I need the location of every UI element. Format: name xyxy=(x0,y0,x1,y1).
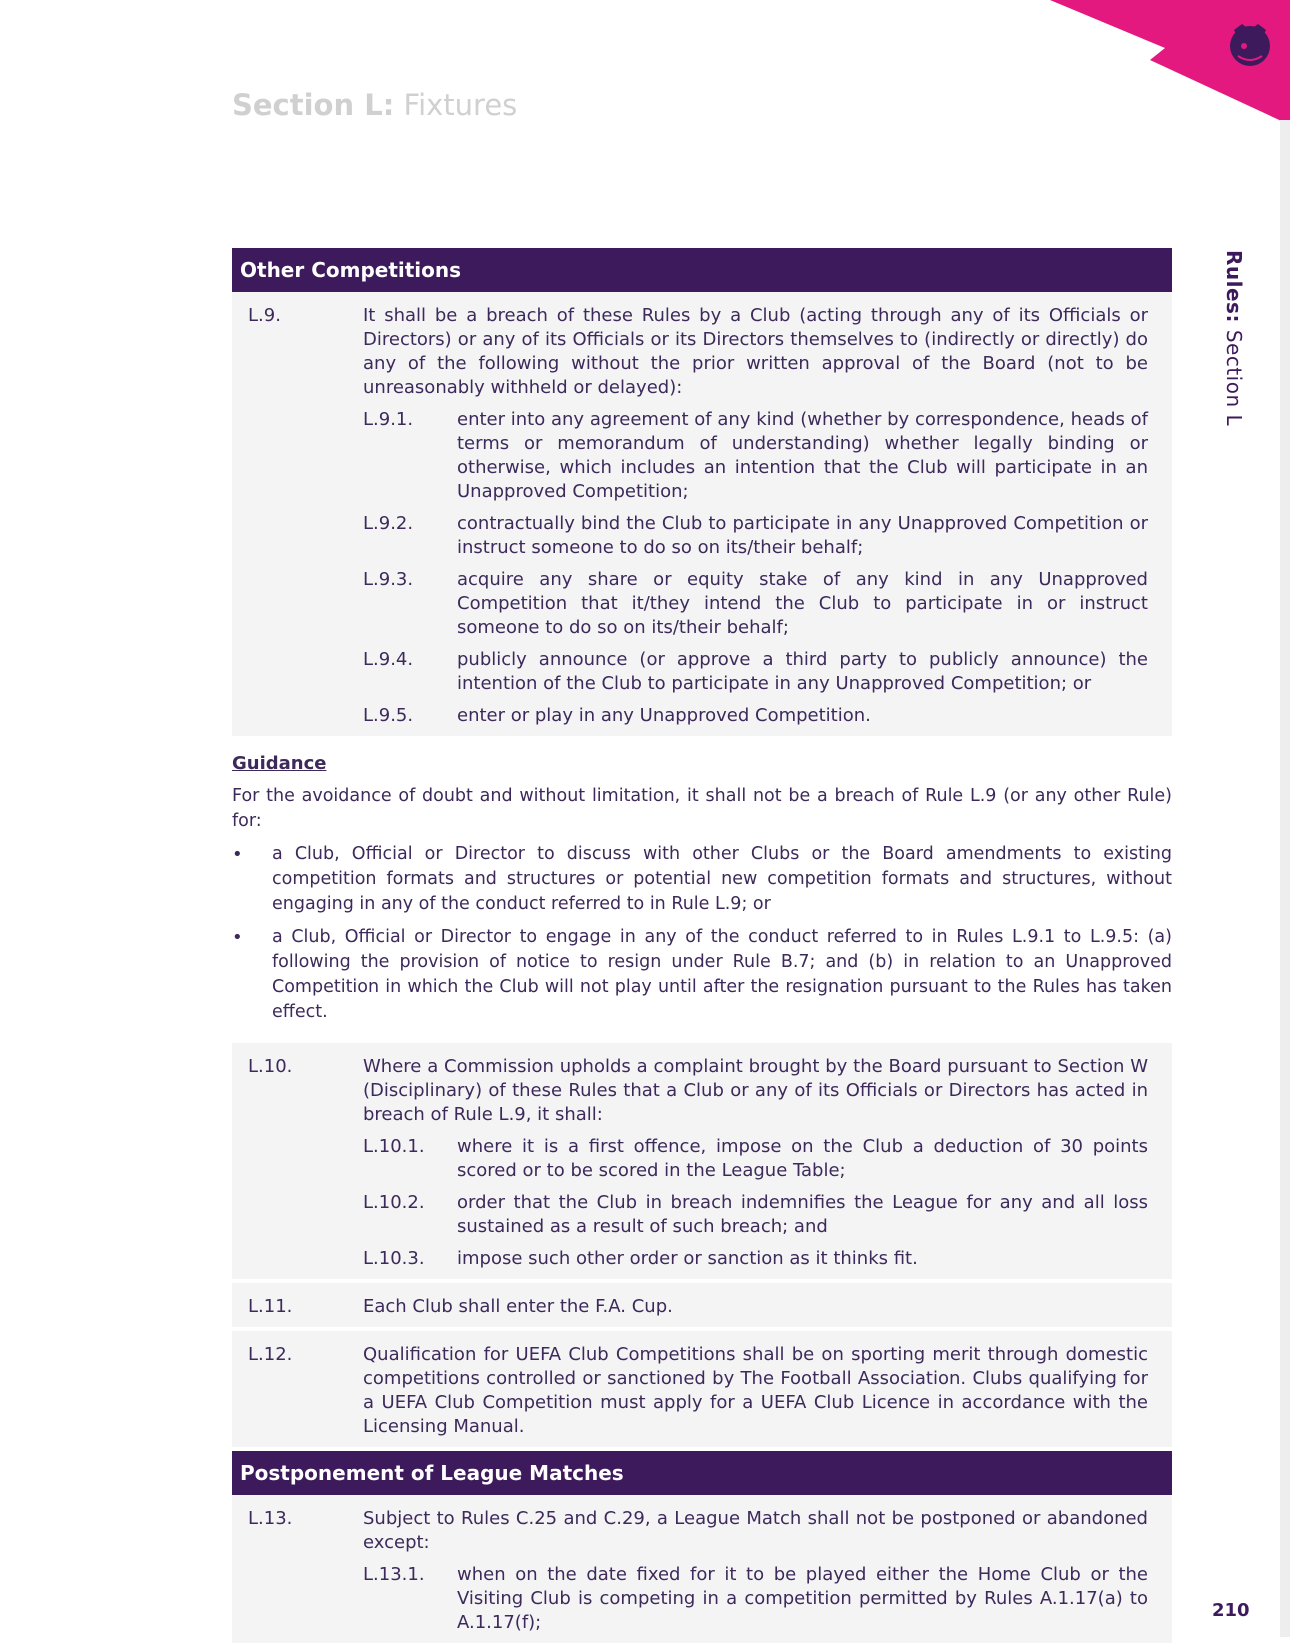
subrule-text: acquire any share or equity stake of any kind in any Unapproved Competition that it/they intend the Club to participate in or instruct someone to do so on its/their behalf; xyxy=(457,569,1148,638)
subrule-number: L.13.1. xyxy=(363,1564,425,1585)
page-number: 210 xyxy=(1212,1600,1250,1621)
page-title xyxy=(232,88,517,122)
rule-text: It shall be a breach of these Rules by a Club (acting through any of its Officials or Directors) or any of its Officials or its Directors themselves to (indirectly or directly) do any of the following without the prior written approval of the Board (not to be unreasonably withheld or delayed): xyxy=(363,305,1148,398)
lion-head-icon xyxy=(1230,24,1270,66)
side-tab-label xyxy=(1222,250,1246,426)
subrule-number: L.10.3. xyxy=(363,1248,425,1269)
subrule-number: L.9.1. xyxy=(363,409,414,430)
guidance-bullet xyxy=(232,925,1172,1025)
rule-l11 xyxy=(232,1283,1172,1327)
subrule-l13-1 xyxy=(363,1563,1148,1635)
bullet-icon: • xyxy=(232,844,243,865)
subrule-l9-4 xyxy=(363,648,1148,696)
corner-accent xyxy=(990,0,1290,130)
subrule-text: impose such other order or sanction as it thinks fit. xyxy=(457,1248,918,1269)
guidance-intro: For the avoidance of doubt and without limitation, it shall not be a breach of Rule L.9 (or any other Rule) for: xyxy=(232,786,1172,831)
subrule-text: when on the date fixed for it to be played either the Home Club or the Visiting Club is competing in a competition permitted by Rules A.1.17(a) to A.1.17(f); xyxy=(457,1564,1148,1633)
rule-number: L.13. xyxy=(248,1508,293,1529)
rule-text: Where a Commission upholds a complaint brought by the Board pursuant to Section W (Disciplinary) of these Rules that a Club or any of its Officials or Directors has acted in breach of Rule L.9, it shall: xyxy=(363,1056,1148,1125)
subrule-l9-1 xyxy=(363,408,1148,504)
subrule-l9-2 xyxy=(363,512,1148,560)
rule-text: Subject to Rules C.25 and C.29, a League Match shall not be postponed or abandoned except: xyxy=(363,1508,1148,1553)
subrule-l9-3 xyxy=(363,568,1148,640)
rule-text: Qualification for UEFA Club Competitions shall be on sporting merit through domestic competitions controlled or sanctioned by The Football Association. Clubs qualifying for a UEFA Club Competition must apply for a UEFA Club Licence in accordance with the Licensing Manual. xyxy=(363,1344,1148,1437)
rule-l9 xyxy=(232,292,1172,736)
guidance-block xyxy=(232,740,1172,1043)
rule-l12 xyxy=(232,1331,1172,1447)
side-tab-rest: Section L xyxy=(1222,322,1246,427)
bullet-text: a Club, Official or Director to engage in any of the conduct referred to in Rules L.9.1 to L.9.5: (a) following the provision of notice to resign under Rule B.7; and (b) in relation to an Unapproved Competition in which the Club will not play until after the resignation pursuant to the Rules has taken effect. xyxy=(272,927,1172,1022)
rule-number: L.12. xyxy=(248,1344,293,1365)
bullet-text: a Club, Official or Director to discuss with other Clubs or the Board amendments to existing competition formats and structures or potential new competition formats and structures, without engaging in any of the conduct referred to in Rule L.9; or xyxy=(272,844,1172,914)
subrule-text: contractually bind the Club to participate in any Unapproved Competition or instruct someone to do so on its/their behalf; xyxy=(457,513,1148,558)
section-heading-postponement: Postponement of League Matches xyxy=(232,1451,1172,1495)
rule-number: L.10. xyxy=(248,1056,293,1077)
subrule-text: publicly announce (or approve a third party to publicly announce) the intention of the Club to participate in any Unapproved Competition; or xyxy=(457,649,1148,694)
rule-l10 xyxy=(232,1043,1172,1279)
subrule-l10-3 xyxy=(363,1247,1148,1271)
main-content xyxy=(232,248,1172,1647)
subrule-number: L.9.4. xyxy=(363,649,414,670)
page-title-bold: Section L: xyxy=(232,88,395,122)
rule-number: L.9. xyxy=(248,305,281,326)
rule-text: Each Club shall enter the F.A. Cup. xyxy=(363,1296,673,1317)
subrule-text: enter into any agreement of any kind (whether by correspondence, heads of terms or memorandum of understanding) whether legally binding or otherwise, which includes an intention that the Club will participate in an Unapproved Competition; xyxy=(457,409,1148,502)
subrule-text: enter or play in any Unapproved Competition. xyxy=(457,705,871,726)
side-tab-bold: Rules: xyxy=(1222,250,1246,323)
subrule-number: L.10.1. xyxy=(363,1136,425,1157)
subrule-l9-5 xyxy=(363,704,1148,728)
subrule-number: L.9.2. xyxy=(363,513,414,534)
subrule-text: order that the Club in breach indemnifies the League for any and all loss sustained as a result of such breach; and xyxy=(457,1192,1148,1237)
subrule-number: L.9.3. xyxy=(363,569,414,590)
subrule-text: where it is a first offence, impose on the Club a deduction of 30 points scored or to be scored in the League Table; xyxy=(457,1136,1148,1181)
rule-number: L.11. xyxy=(248,1296,293,1317)
section-heading-other-competitions: Other Competitions xyxy=(232,248,1172,292)
guidance-bullet xyxy=(232,842,1172,917)
subrule-l10-2 xyxy=(363,1191,1148,1239)
rule-l13 xyxy=(232,1495,1172,1643)
bullet-icon: • xyxy=(232,927,243,948)
subrule-number: L.9.5. xyxy=(363,705,414,726)
subrule-l10-1 xyxy=(363,1135,1148,1183)
guidance-heading: Guidance xyxy=(232,753,327,774)
page-title-rest: Fixtures xyxy=(394,88,518,122)
subrule-number: L.10.2. xyxy=(363,1192,425,1213)
right-edge-strip xyxy=(1280,120,1290,1637)
